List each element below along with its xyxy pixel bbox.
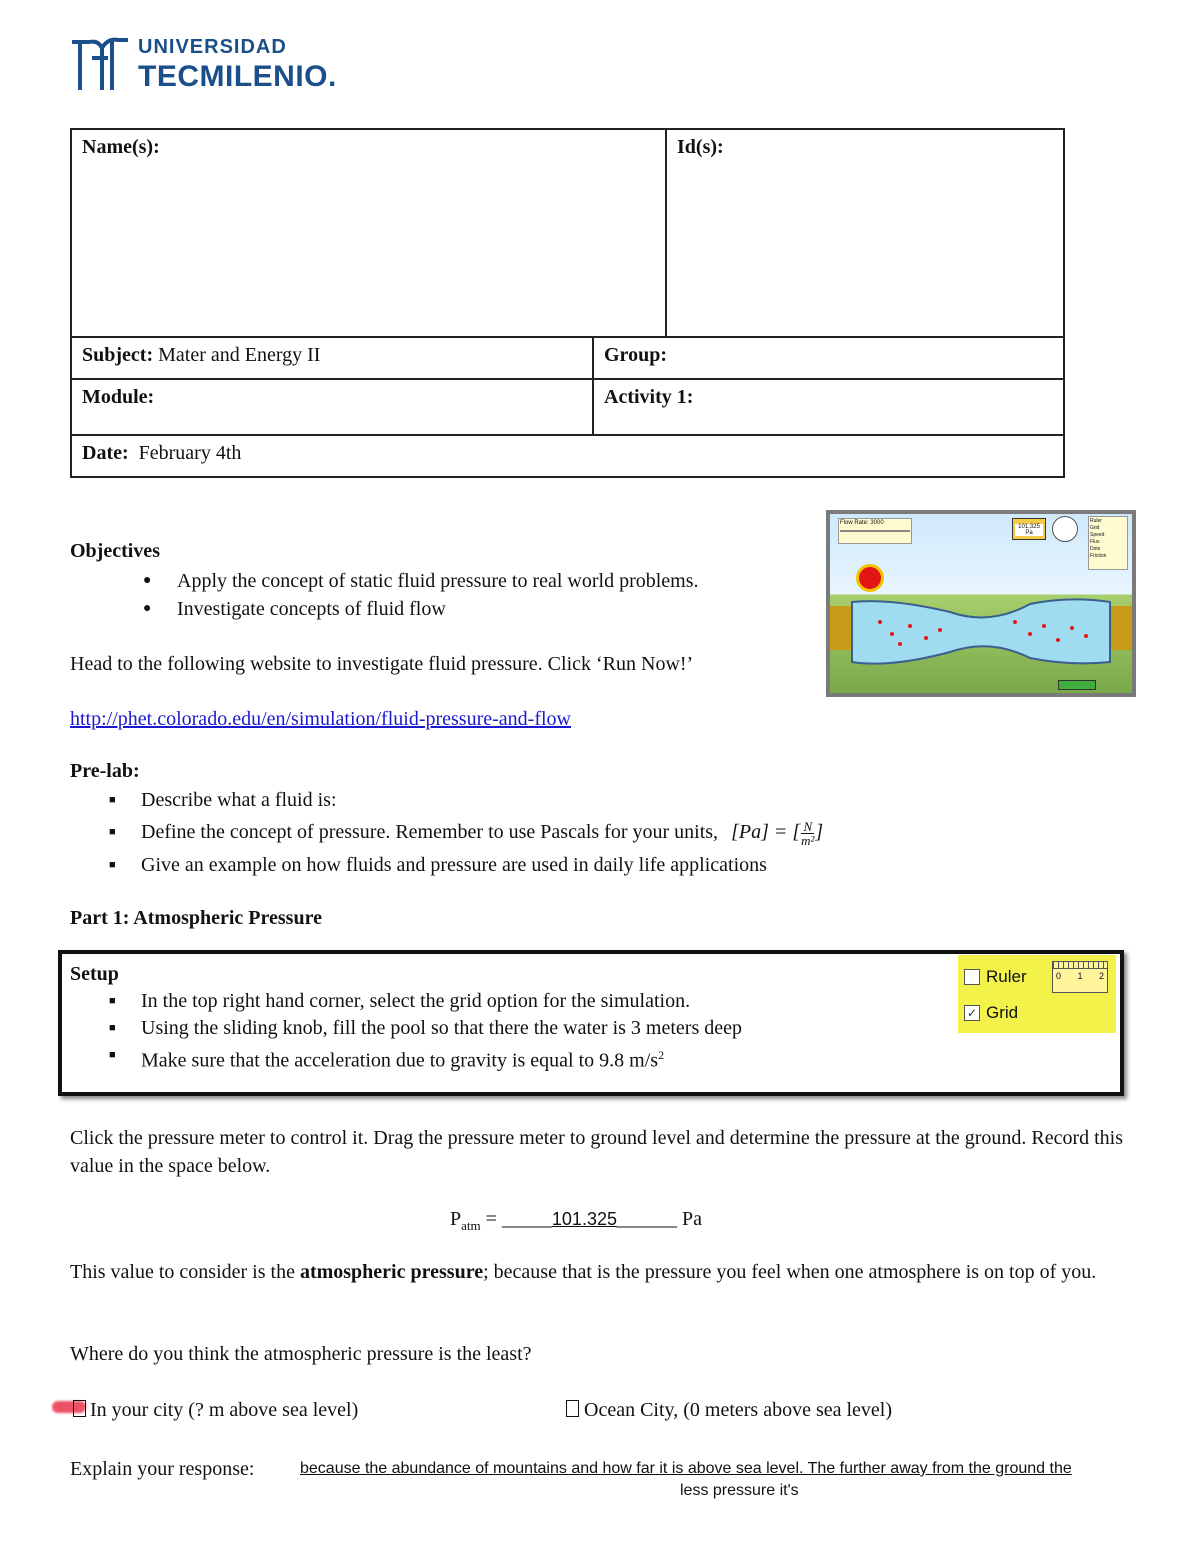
setup-item: ■ Using the sliding knob, fill the pool so that there the water is 3 meters deep xyxy=(141,1015,961,1042)
formula-denominator: m² xyxy=(801,832,815,848)
activity-label: Activity 1: xyxy=(604,386,694,408)
question-text: Where do you think the atmospheric pressure is the least? xyxy=(70,1343,532,1365)
patm-subscript: atm xyxy=(461,1218,481,1233)
setup-heading: Setup xyxy=(70,963,119,985)
reset-button xyxy=(1058,680,1096,690)
setup-item-gravity xyxy=(141,1042,961,1075)
prelab-list xyxy=(141,786,1041,879)
formula-left: [Pa] = [ xyxy=(731,821,801,843)
date-cell[interactable] xyxy=(71,435,1064,477)
option-label: Speed xyxy=(1090,532,1105,538)
date-label: Date: xyxy=(82,442,129,464)
ruler-icon xyxy=(1052,961,1108,993)
prelab-heading: Pre-lab: xyxy=(70,760,140,782)
option-label: Dots xyxy=(1090,546,1101,552)
option-city-label: In your city (? m above sea level) xyxy=(90,1399,359,1421)
objectives-heading: Objectives xyxy=(70,540,160,562)
objectives-list xyxy=(177,567,817,623)
simulation-screenshot xyxy=(826,510,1136,697)
ruler-tick-label: 0 xyxy=(1056,971,1062,981)
setup-list xyxy=(141,988,961,1075)
patm-equals: = _____ xyxy=(480,1208,552,1230)
pressure-meter xyxy=(1012,518,1046,540)
tecmilenio-logo-icon xyxy=(68,34,130,92)
patm-value[interactable]: 101.325 xyxy=(551,1209,617,1229)
subject-value: Mater and Energy II xyxy=(158,344,321,366)
grid-label: Grid xyxy=(986,1003,1019,1022)
objective-item: ● Investigate concepts of fluid flow xyxy=(177,595,817,623)
setup-item-text: Make sure that the acceleration due to gravity is equal to 9.8 m/s xyxy=(141,1049,659,1072)
pressure-readout: 101,325 Pa xyxy=(1015,524,1043,536)
atm-text-after: ; because that is the pressure you feel when one atmosphere is on top of you. xyxy=(483,1261,1097,1283)
group-cell[interactable] xyxy=(593,337,1064,379)
grid-checkbox[interactable]: ✓ xyxy=(964,1005,980,1021)
flow-rate-panel xyxy=(838,518,912,544)
flow-rate-label: Flow Rate: 3000 xyxy=(840,520,884,526)
ids-label: Id(s): xyxy=(677,136,724,158)
formula-numerator: N xyxy=(801,820,814,834)
names-cell[interactable] xyxy=(71,129,666,337)
ruler-grid-panel xyxy=(958,955,1116,1033)
pascal-formula xyxy=(731,818,824,848)
prelab-item-text: Define the concept of pressure. Remember to use Pascals for your units, xyxy=(141,821,719,843)
activity-cell[interactable] xyxy=(593,379,1064,435)
speedometer-icon xyxy=(1052,516,1078,542)
ids-cell[interactable] xyxy=(666,129,1064,337)
names-label: Name(s): xyxy=(82,136,160,158)
logo-line2: TECMILENIO. xyxy=(138,60,337,93)
explain-answer-line1[interactable]: because the abundance of mountains and how far it is above sea level. The further away from the ground the xyxy=(300,1460,1072,1477)
option-label: Ruler xyxy=(1090,518,1102,524)
atm-text-before: This value to consider is the xyxy=(70,1261,300,1283)
option-checkbox-ocean[interactable] xyxy=(566,1400,579,1417)
option-label: Flux xyxy=(1090,539,1100,545)
part1-heading: Part 1: Atmospheric Pressure xyxy=(70,907,322,929)
option-label: Friction xyxy=(1090,553,1107,559)
subject-label: Subject: xyxy=(82,344,154,366)
university-logo xyxy=(68,30,368,100)
flow-rate-slider xyxy=(840,530,910,532)
patm-label: P xyxy=(450,1208,462,1230)
option-label: Grid xyxy=(1090,525,1100,531)
ruler-checkbox[interactable] xyxy=(964,969,980,985)
atm-explanation xyxy=(70,1258,1140,1286)
prelab-item: ■ Give an example on how fluids and pressure are used in daily life applications xyxy=(141,851,1041,879)
prelab-item: ■ Describe what a fluid is: xyxy=(141,786,1041,814)
option-checkbox-city[interactable] xyxy=(73,1400,86,1417)
logo-line1: UNIVERSIDAD xyxy=(138,36,287,58)
atm-text-bold: atmospheric pressure xyxy=(299,1261,484,1283)
module-label: Module: xyxy=(82,386,155,408)
objective-item: ● Apply the concept of static fluid pressure to real world problems. xyxy=(177,567,817,595)
prelab-item-pressure xyxy=(141,818,1041,847)
pump-button-icon xyxy=(856,564,884,592)
setup-item: ■ In the top right hand corner, select the grid option for the simulation. xyxy=(141,988,961,1015)
superscript: 2 xyxy=(658,1048,665,1062)
subject-cell[interactable] xyxy=(71,337,593,379)
ruler-label: Ruler xyxy=(986,967,1027,986)
intro-text: Head to the following website to investigate fluid pressure. Click ‘Run Now!’ xyxy=(70,653,694,675)
student-info-table xyxy=(70,128,1065,478)
module-cell[interactable] xyxy=(71,379,593,435)
patm-unit: Pa xyxy=(676,1208,702,1230)
instructions-text: Click the pressure meter to control it. Drag the pressure meter to ground level and determine the pressure at the ground. Record this value in the space below. xyxy=(70,1127,1124,1177)
patm-blank: ______ xyxy=(616,1208,677,1230)
options-panel xyxy=(1088,516,1128,570)
ruler-tick-label: 2 xyxy=(1098,971,1104,981)
date-value: February 4th xyxy=(138,442,242,464)
option-ocean-label: Ocean City, (0 meters above sea level) xyxy=(584,1399,893,1421)
phet-simulation-link[interactable]: http://phet.colorado.edu/en/simulation/fluid-pressure-and-flow xyxy=(70,708,571,730)
explain-label: Explain your response: xyxy=(70,1458,255,1480)
pipe-illustration xyxy=(830,592,1132,672)
ruler-tick-label: 1 xyxy=(1077,971,1083,981)
group-label: Group: xyxy=(604,344,667,366)
patm-line xyxy=(450,1205,702,1240)
formula-right: ] xyxy=(815,821,824,843)
explain-answer-line2[interactable]: less pressure it's xyxy=(680,1482,799,1499)
